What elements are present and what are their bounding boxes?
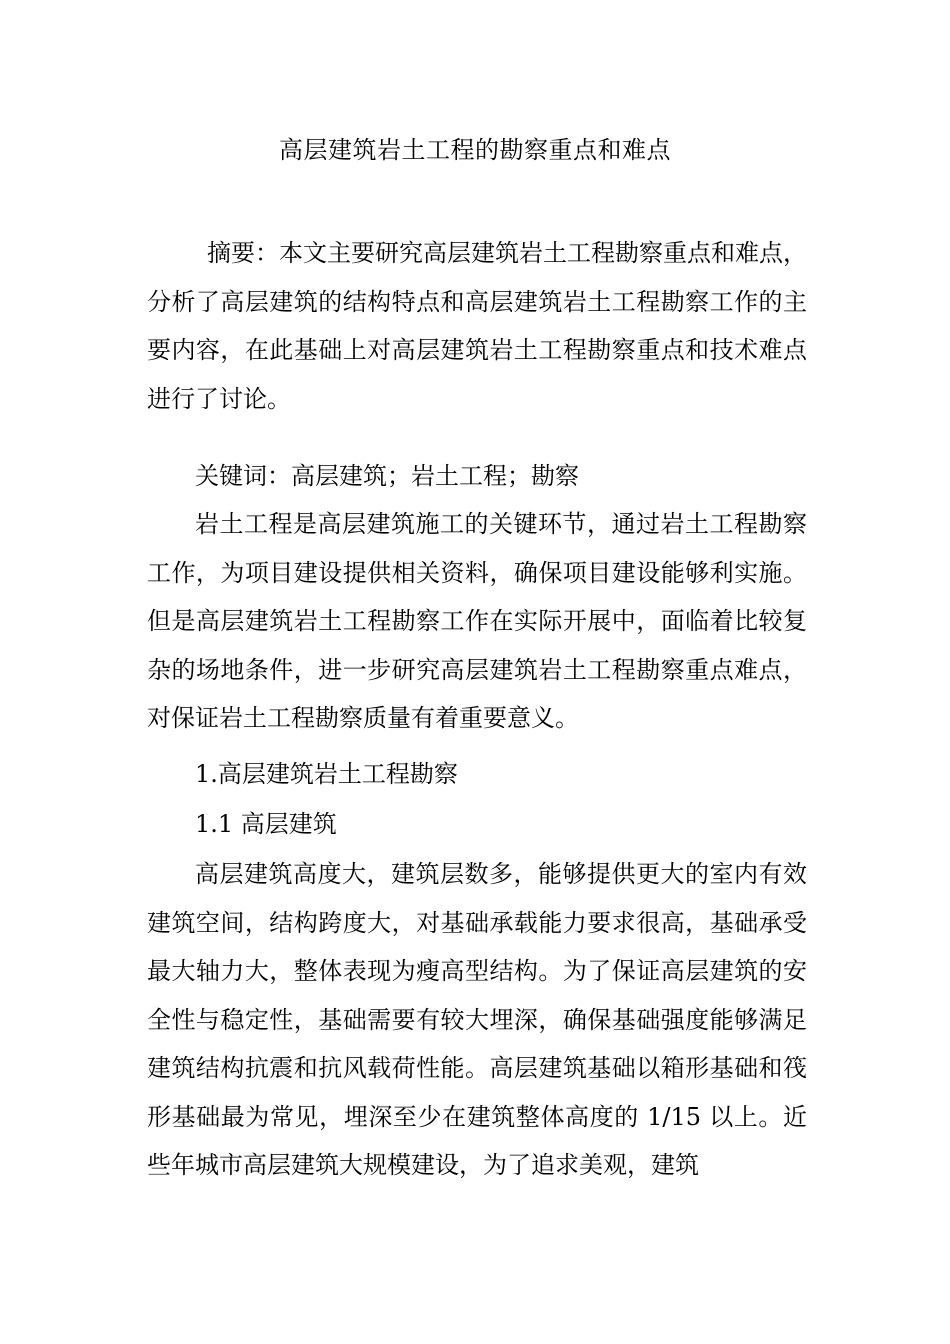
document-title: 高层建筑岩土工程的勘察重点和难点	[279, 136, 671, 164]
section-heading-1: 1.高层建筑岩土工程勘察	[195, 760, 458, 788]
section-heading-1-1: 1.1 高层建筑	[195, 810, 337, 838]
keywords-paragraph: 关键词：高层建筑；岩土工程；勘察	[195, 462, 579, 490]
intro-paragraph: 岩土工程是高层建筑施工的关键环节，通过岩土工程勘察工作，为项目建设提供相关资料，确保项目建设能够利实施。但是高层建筑岩土工程勘察工作在实际开展中，面临着比较复杂的场地条件，进一步研究高层建筑岩土工程勘察重点难点，对保证岩土工程勘察质量有着重要意义。	[147, 510, 807, 732]
abstract-paragraph: 摘要：本文主要研究高层建筑岩土工程勘察重点和难点，分析了高层建筑的结构特点和高层建筑岩土工程勘察工作的主要内容，在此基础上对高层建筑岩土工程勘察重点和技术难点进行了讨论。	[147, 239, 807, 413]
section-1-1-paragraph: 高层建筑高度大，建筑层数多，能够提供更大的室内有效建筑空间，结构跨度大，对基础承载能力要求很高，基础承受最大轴力大，整体表现为瘦高型结构。为了保证高层建筑的安全性与稳定性，基础需要有较大埋深，确保基础强度能够满足建筑结构抗震和抗风载荷性能。高层建筑基础以箱形基础和筏形基础最为常见，埋深至少在建筑整体高度的 1/15 以上。近些年城市高层建筑大规模建设，为了追求美观，建筑	[147, 860, 807, 1179]
